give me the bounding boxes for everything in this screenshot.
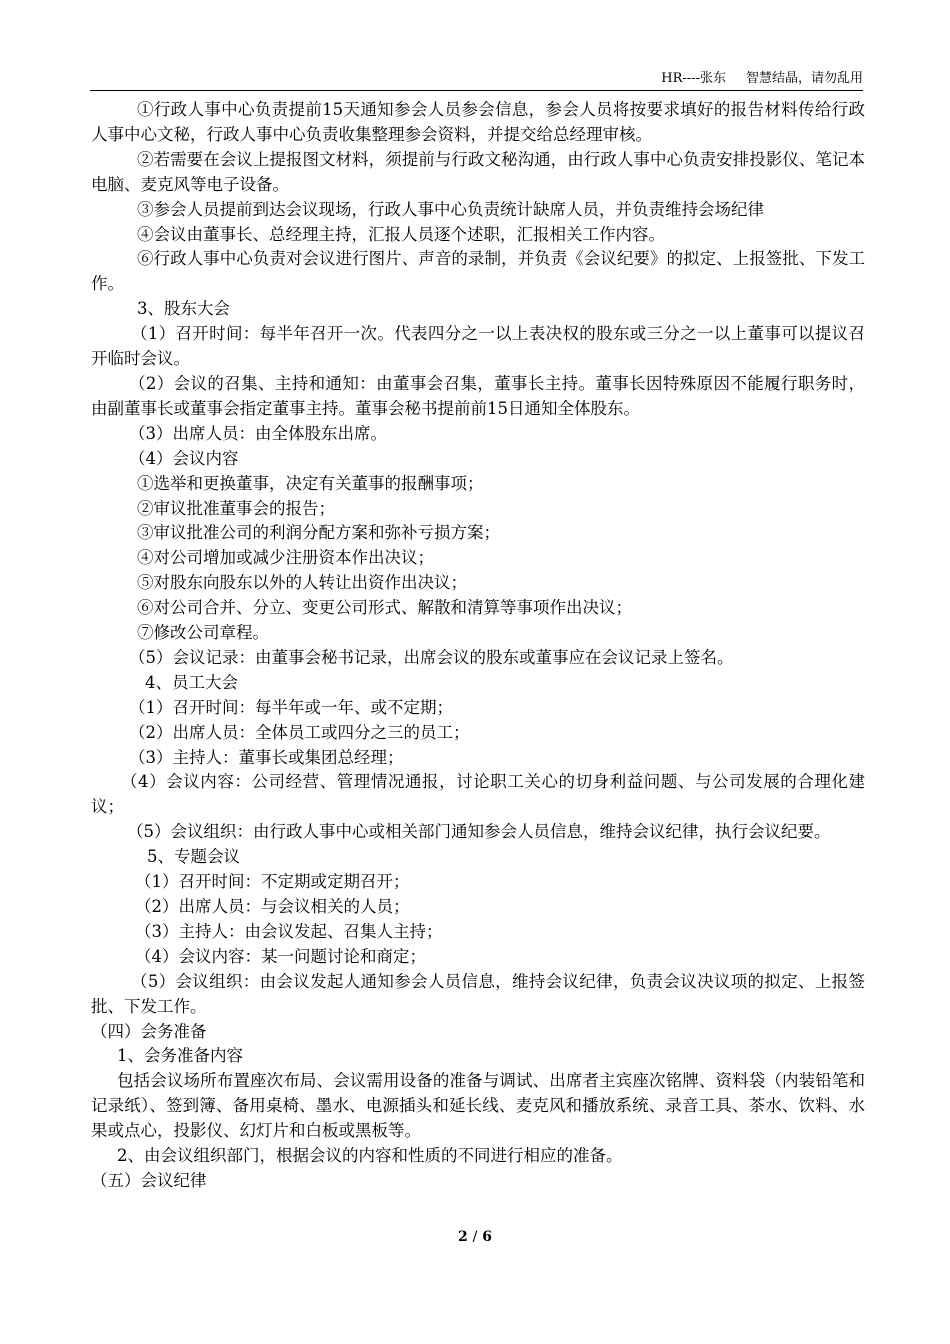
paragraph: （1）召开时间：不定期或定期召开； <box>135 872 410 892</box>
paragraph: （1）召开时间：每半年或一年、或不定期； <box>129 697 453 717</box>
paragraph: ③参会人员提前到达会议现场，行政人事中心负责统计缺席人员，并负责维持会场纪律 <box>137 199 764 219</box>
paragraph: （3）出席人员：由全体股东出席。 <box>129 423 387 443</box>
paragraph: 2、由会议组织部门，根据会议的内容和性质的不同进行相应的准备。 <box>117 1146 623 1166</box>
paragraph: ②审议批准董事会的报告； <box>137 498 335 518</box>
paragraph: ⑤对股东向股东以外的人转让出资作出决议； <box>137 573 467 593</box>
paragraph: 包括会议场所布置座次布局、会议需用设备的准备与调试、出席者主宾座次铭牌、资料袋（内装铅笔和记录纸）、签到簿、备用桌椅、墨水、电源插头和延长线、麦克风和播放系统、录音工具、茶水、饮料、水果或点心，投影仪、幻灯片和白板或黑板等。 <box>91 1071 865 1141</box>
paragraph: （2）会议的召集、主持和通知：由董事会召集，董事长主持。董事长因特殊原因不能履行职务时，由副董事长或董事会指定董事主持。董事会秘书提前前15日通知全体股东。 <box>91 373 865 418</box>
paragraph: 4、员工大会 <box>145 672 238 692</box>
paragraph: ④对公司增加或减少注册资本作出决议； <box>137 548 434 568</box>
paragraph: ①选举和更换董事，决定有关董事的报酬事项； <box>137 473 484 493</box>
paragraph: ①行政人事中心负责提前15天通知参会人员参会信息，参会人员将按要求填好的报告材料传给行政人事中心文秘，行政人事中心负责收集整理参会资料，并提交给总经理审核。 <box>91 100 865 144</box>
paragraph: （3）主持人：由会议发起、召集人主持； <box>135 921 443 941</box>
paragraph: 3、股东大会 <box>137 299 230 319</box>
paragraph: （五）会议纪律 <box>91 1170 207 1190</box>
paragraph: ⑥对公司合并、分立、变更公司形式、解散和清算等事项作出决议； <box>137 598 632 618</box>
paragraph: （2）出席人员：全体员工或四分之三的员工； <box>129 722 470 742</box>
paragraph: （4）会议内容 <box>129 448 239 468</box>
paragraph: （5）会议记录：由董事会秘书记录，出席会议的股东或董事应在会议记录上签名。 <box>129 647 734 667</box>
paragraph: 1、会务准备内容 <box>117 1046 243 1066</box>
page-number <box>0 1229 950 1245</box>
header-author: HR----张东 <box>661 71 726 86</box>
paragraph: （4）会议内容：公司经营、管理情况通报，讨论职工关心的切身利益问题、与公司发展的合理化建议； <box>91 772 865 817</box>
paragraph: ③审议批准公司的利润分配方案和弥补亏损方案； <box>137 523 500 543</box>
paragraph: （1）召开时间：每半年召开一次。代表四分之一以上表决权的股东或三分之一以上董事可以提议召开临时会议。 <box>91 324 865 369</box>
paragraph: ②若需要在会议上提报图文材料，须提前与行政文秘沟通，由行政人事中心负责安排投影仪、笔记本电脑、麦克风等电子设备。 <box>91 149 865 194</box>
page-total: 6 <box>482 1229 492 1245</box>
paragraph: （5）会议组织：由行政人事中心或相关部门通知参会人员信息，维持会议纪律，执行会议纪要。 <box>127 822 831 842</box>
document-body <box>91 98 865 1194</box>
paragraph: ⑥行政人事中心负责对会议进行图片、声音的录制，并负责《会议纪要》的拟定、上报签批、下发工作。 <box>91 249 865 294</box>
header-motto: 智慧结晶，请勿乱用 <box>745 71 863 86</box>
paragraph: （5）会议组织：由会议发起人通知参会人员信息，维持会议纪律，负责会议决议项的拟定、上报签批、下发工作。 <box>91 971 865 1016</box>
paragraph: （4）会议内容：某一问题讨论和商定； <box>135 946 426 966</box>
paragraph: （2）出席人员：与会议相关的人员； <box>135 897 410 916</box>
paragraph: ④会议由董事长、总经理主持，汇报人员逐个述职，汇报相关工作内容。 <box>137 224 665 244</box>
page-separator: / <box>472 1229 478 1245</box>
page-current: 2 <box>458 1229 468 1245</box>
paragraph: （四）会务准备 <box>91 1021 207 1041</box>
paragraph: 5、专题会议 <box>147 847 240 867</box>
paragraph: ⑦修改公司章程。 <box>137 623 269 643</box>
page-header <box>90 70 863 91</box>
paragraph: （3）主持人：董事长或集团总经理； <box>129 747 404 767</box>
